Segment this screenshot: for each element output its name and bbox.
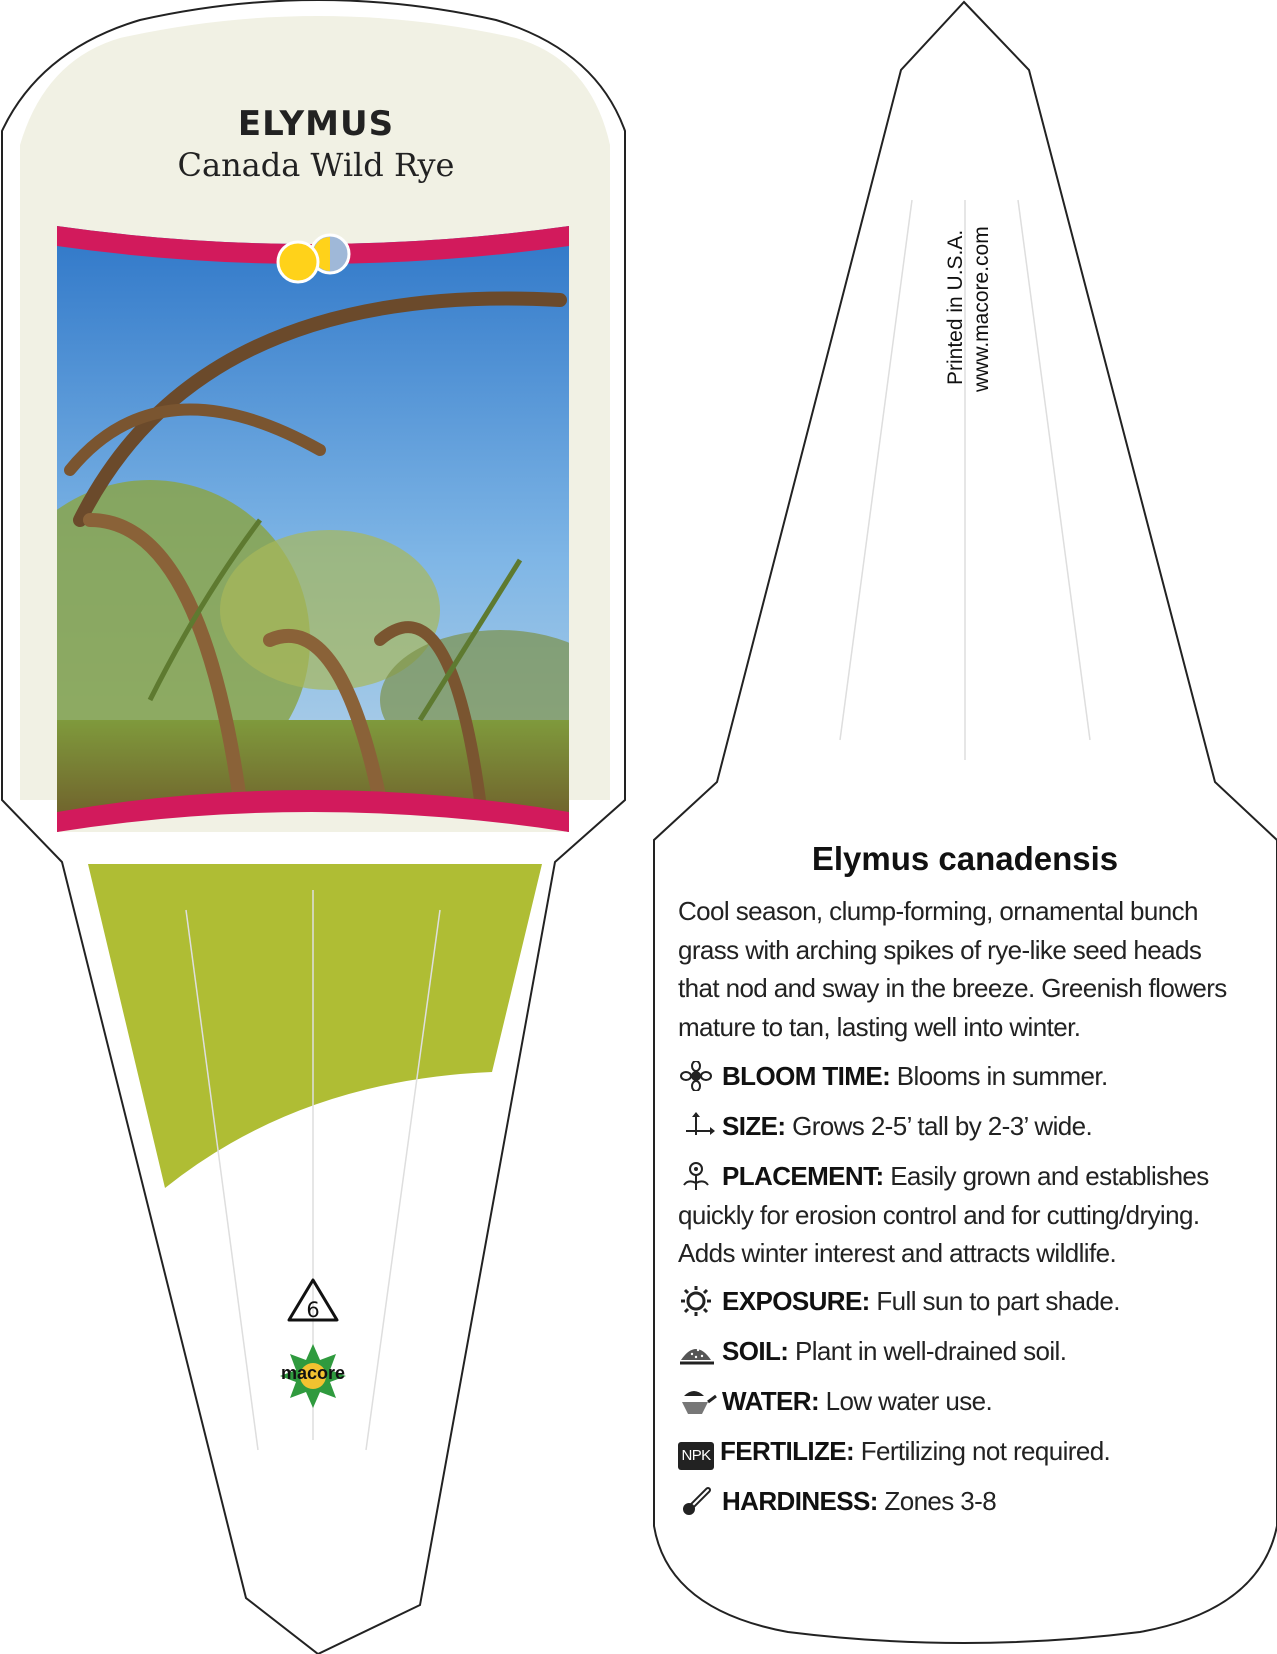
sun-exposure-icon (678, 1286, 718, 1316)
hardiness-label: HARDINESS: (722, 1486, 878, 1516)
attribute-size (678, 1107, 1248, 1146)
plant-placement-icon (678, 1161, 718, 1191)
exposure-value: Full sun to part shade. (876, 1286, 1120, 1316)
attribute-hardiness (678, 1482, 1248, 1521)
attribute-fertilize (678, 1432, 1248, 1471)
attribute-water (678, 1382, 1248, 1421)
soil-value: Plant in well-drained soil. (794, 1336, 1067, 1366)
bloom-time-label: BLOOM TIME: (722, 1061, 891, 1091)
size-value: Grows 2-5’ tall by 2-3’ wide. (792, 1111, 1093, 1141)
water-label: WATER: (722, 1386, 820, 1416)
bloom-time-value: Blooms in summer. (896, 1061, 1108, 1091)
genus-title: ELYMUS (237, 104, 395, 144)
attribute-exposure (678, 1282, 1248, 1321)
exposure-label: EXPOSURE: (722, 1286, 870, 1316)
watering-can-icon (678, 1386, 718, 1416)
fertilize-value: Fertilizing not required. (860, 1436, 1111, 1466)
hardiness-value: Zones 3-8 (884, 1486, 997, 1516)
npk-icon: NPK (678, 1442, 714, 1470)
size-label: SIZE: (722, 1111, 786, 1141)
website-text: www.macore.com (970, 226, 993, 392)
soil-label: SOIL: (722, 1336, 789, 1366)
grass-photo (0, 226, 620, 832)
thermometer-icon (678, 1486, 718, 1516)
common-name: Canada Wild Rye (177, 146, 455, 184)
flower-icon (678, 1061, 718, 1091)
recycle-code: 6 (306, 1298, 320, 1322)
attribute-soil (678, 1332, 1248, 1371)
botanical-name: Elymus canadensis (811, 840, 1119, 877)
category-label: GRASS (255, 834, 377, 858)
fertilize-label: FERTILIZE: (720, 1436, 855, 1466)
attribute-bloom-time (678, 1057, 1248, 1096)
front-tag (0, 0, 625, 1654)
printed-in-text: Printed in U.S.A. (944, 229, 967, 385)
placement-value: Easily grown and establishes quickly for erosion control and for cutting/drying. Adds winter interest and attracts wildlife. (678, 1161, 1209, 1268)
plant-description: Cool season, clump-forming, ornamental bunch grass with arching spikes of rye-like seed heads that nod and sway in the breeze. Greenish flowers mature to tan, lasting well into winter. (678, 896, 1227, 1042)
attribute-placement (678, 1157, 1248, 1273)
placement-label: PLACEMENT: (722, 1161, 884, 1191)
size-arrows-icon (678, 1111, 718, 1141)
full-sun-icon (278, 242, 318, 282)
water-value: Low water use. (825, 1386, 993, 1416)
brand-name: macore (280, 1363, 346, 1383)
soil-trowel-icon (678, 1336, 718, 1366)
